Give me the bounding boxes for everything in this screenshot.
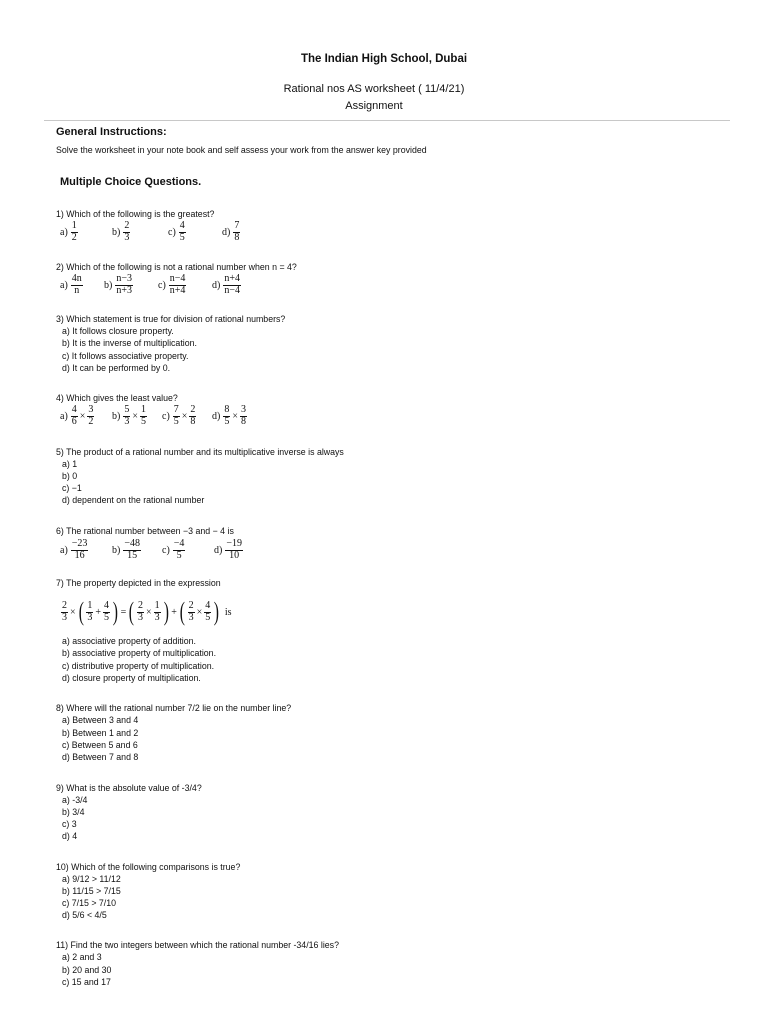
fraction [169, 274, 187, 296]
q6-option-a [60, 536, 89, 564]
option-label: d) [222, 226, 231, 238]
fraction [179, 221, 186, 243]
fraction [154, 601, 161, 623]
question-5: 5) The product of a rational number and its multiplicative inverse is always [56, 447, 344, 457]
denominator: 3 [62, 611, 67, 623]
q7-option-d: d) closure property of multiplication. [62, 673, 201, 683]
times-sign: × [132, 410, 138, 422]
numerator: −4 [173, 538, 185, 549]
question-1: 1) Which of the following is the greatest? [56, 209, 215, 219]
question-8: 8) Where will the rational number 7/2 lie on the number line? [56, 703, 292, 713]
numerator: 2 [188, 600, 194, 611]
question-4: 4) Which gives the least value? [56, 393, 178, 403]
numerator: 4 [179, 220, 185, 231]
q8-option-d: d) Between 7 and 8 [62, 752, 139, 762]
numerator: 2 [137, 600, 143, 611]
fraction [103, 601, 110, 623]
numerator: 5 [124, 404, 130, 415]
instructions-text: Solve the worksheet in your note book and self assess your work from the answer key provided [56, 145, 427, 155]
option-label: a) [60, 226, 68, 238]
question-9: 9) What is the absolute value of -3/4? [56, 783, 202, 793]
instructions-heading: General Instructions: [56, 126, 167, 138]
q5-option-a: a) 1 [62, 459, 78, 469]
q5-option-d: d) dependent on the rational number [62, 495, 205, 505]
school-title: The Indian High School, Dubai [300, 53, 468, 65]
q7-option-c: c) distributive property of multiplication. [62, 661, 215, 671]
denominator: 10 [229, 549, 240, 561]
q11-option-c: c) 15 and 17 [62, 977, 111, 987]
question-2: 2) Which of the following is not a rational number when n = 4? [56, 262, 297, 272]
option-label: c) [158, 279, 166, 291]
right-paren: ) [163, 597, 169, 626]
q7-expression [60, 595, 232, 629]
numerator: 1 [71, 220, 77, 231]
numerator: 4 [205, 600, 211, 611]
fraction [240, 405, 247, 427]
numerator: n−3 [116, 273, 132, 284]
times-sign: × [181, 410, 188, 422]
denominator: 3 [188, 611, 194, 623]
q4-option-c [162, 402, 197, 430]
header-divider [44, 120, 730, 121]
denominator: 8 [240, 415, 246, 427]
numerator: 3 [240, 404, 246, 415]
is-word: is [224, 606, 232, 618]
q11-option-b: b) 20 and 30 [62, 965, 112, 975]
numerator: 2 [62, 600, 67, 611]
fraction [225, 539, 243, 561]
denominator: 5 [224, 415, 230, 427]
q7-option-a: a) associative property of addition. [62, 636, 196, 646]
denominator: n+4 [169, 284, 186, 296]
right-paren: ) [213, 597, 220, 626]
denominator: 3 [137, 611, 143, 623]
q1-option-d [222, 218, 241, 246]
denominator: 16 [74, 549, 85, 561]
denominator: 5 [103, 611, 109, 623]
fraction [87, 405, 94, 427]
denominator: 3 [154, 611, 160, 623]
denominator: 5 [205, 611, 211, 623]
times-sign: × [232, 410, 238, 422]
q9-option-a: a) -3/4 [62, 795, 88, 805]
question-10: 10) Which of the following comparisons is true? [56, 862, 241, 872]
times-sign: × [70, 606, 76, 618]
q2-option-d [212, 271, 242, 299]
numerator: −19 [226, 538, 242, 549]
times-sign: × [145, 606, 152, 618]
fraction [123, 405, 130, 427]
option-label: b) [112, 410, 121, 422]
fraction [173, 539, 186, 561]
fraction [123, 221, 130, 243]
denominator: n+3 [116, 284, 132, 296]
q5-option-b: b) 0 [62, 471, 78, 481]
denominator: 5 [173, 415, 179, 427]
option-label: c) [162, 410, 170, 422]
fraction [71, 539, 89, 561]
denominator: 8 [190, 415, 196, 427]
numerator: n+4 [224, 273, 240, 284]
denominator: 6 [71, 415, 77, 427]
option-label: d) [214, 544, 223, 556]
q2-option-b [104, 271, 134, 299]
q1-option-a [60, 218, 79, 246]
question-11: 11) Find the two integers between which the rational number -34/16 lies? [56, 940, 339, 950]
q6-option-c [162, 536, 186, 564]
option-label: d) [212, 410, 221, 422]
q6-option-b [112, 536, 142, 564]
q4-option-d [212, 402, 248, 430]
q10-option-c: c) 7/15 > 7/10 [62, 898, 117, 908]
q2-option-a [60, 271, 84, 299]
option-label: d) [212, 279, 221, 291]
numerator: 3 [88, 404, 94, 415]
q3-option-c: c) It follows associative property. [62, 351, 189, 361]
worksheet-subtitle: Rational nos AS worksheet ( 11/4/21) [283, 83, 465, 95]
numerator: −48 [124, 538, 140, 549]
fraction [233, 221, 240, 243]
denominator: 5 [179, 231, 185, 243]
fraction [223, 405, 230, 427]
denominator: 3 [124, 231, 130, 243]
question-6: 6) The rational number between −3 and − 4 is [56, 526, 234, 536]
left-paren: ( [129, 597, 135, 626]
fraction [71, 221, 78, 243]
q6-option-d [214, 536, 244, 564]
fraction [204, 601, 211, 623]
q8-option-a: a) Between 3 and 4 [62, 715, 139, 725]
option-label: c) [168, 226, 176, 238]
equals-sign: = [120, 606, 127, 618]
q1-option-c [168, 218, 187, 246]
q3-option-a: a) It follows closure property. [62, 326, 174, 336]
left-paren: ( [179, 597, 185, 626]
numerator: 1 [154, 600, 160, 611]
worksheet-type: Assignment [345, 100, 403, 112]
fraction [86, 601, 93, 623]
times-sign: × [196, 606, 203, 618]
q3-option-d: d) It can be performed by 0. [62, 363, 171, 373]
denominator: 3 [87, 611, 93, 623]
option-label: b) [104, 279, 113, 291]
denominator: n [74, 284, 80, 296]
option-label: b) [112, 226, 121, 238]
q10-option-b: b) 11/15 > 7/15 [62, 886, 121, 896]
fraction [137, 601, 144, 623]
option-label: b) [112, 544, 121, 556]
plus-sign: + [171, 606, 177, 618]
q4-option-a [60, 402, 95, 430]
q2-option-c [158, 271, 187, 299]
denominator: 5 [140, 415, 146, 427]
fraction [71, 274, 83, 296]
fraction [61, 601, 68, 623]
q8-option-c: c) Between 5 and 6 [62, 740, 138, 750]
q7-option-b: b) associative property of multiplication. [62, 648, 217, 658]
fraction [123, 539, 141, 561]
question-3: 3) Which statement is true for division of rational numbers? [56, 314, 286, 324]
q9-option-c: c) 3 [62, 819, 77, 829]
mcq-heading: Multiple Choice Questions. [60, 176, 202, 188]
q10-option-d: d) 5/6 < 4/5 [62, 910, 107, 920]
option-label: a) [60, 410, 68, 422]
numerator: 2 [190, 404, 196, 415]
q4-option-b [112, 402, 148, 430]
numerator: 7 [173, 404, 179, 415]
denominator: 5 [176, 549, 182, 561]
numerator: 1 [87, 600, 93, 611]
q9-option-d: d) 4 [62, 831, 78, 841]
q1-option-b [112, 218, 131, 246]
q10-option-a: a) 9/12 > 11/12 [62, 874, 121, 884]
fraction [173, 405, 180, 427]
numerator: 1 [140, 404, 146, 415]
numerator: n−4 [169, 273, 186, 284]
numerator: 4 [103, 600, 109, 611]
question-7: 7) The property depicted in the expression [56, 578, 221, 588]
fraction [140, 405, 147, 427]
numerator: 4n [71, 273, 82, 284]
fraction [71, 405, 78, 427]
q5-option-c: c) −1 [62, 483, 82, 493]
q3-option-b: b) It is the inverse of multiplication. [62, 338, 197, 348]
denominator: 2 [71, 231, 77, 243]
option-label: c) [162, 544, 170, 556]
fraction [188, 601, 195, 623]
numerator: −23 [71, 538, 88, 549]
denominator: 8 [234, 231, 240, 243]
q11-option-a: a) 2 and 3 [62, 952, 102, 962]
denominator: 2 [88, 415, 94, 427]
fraction [223, 274, 241, 296]
numerator: 4 [71, 404, 77, 415]
q9-option-b: b) 3/4 [62, 807, 85, 817]
option-label: a) [60, 279, 68, 291]
right-paren: ) [112, 597, 118, 626]
q8-option-b: b) Between 1 and 2 [62, 728, 139, 738]
numerator: 8 [224, 404, 230, 415]
numerator: 2 [124, 220, 130, 231]
denominator: 3 [124, 415, 130, 427]
left-paren: ( [78, 597, 84, 626]
numerator: 7 [234, 220, 240, 231]
times-sign: × [79, 410, 86, 422]
option-label: a) [60, 544, 68, 556]
fraction [189, 405, 196, 427]
denominator: n−4 [224, 284, 240, 296]
denominator: 15 [127, 549, 138, 561]
plus-sign: + [95, 606, 101, 618]
fraction [115, 274, 133, 296]
